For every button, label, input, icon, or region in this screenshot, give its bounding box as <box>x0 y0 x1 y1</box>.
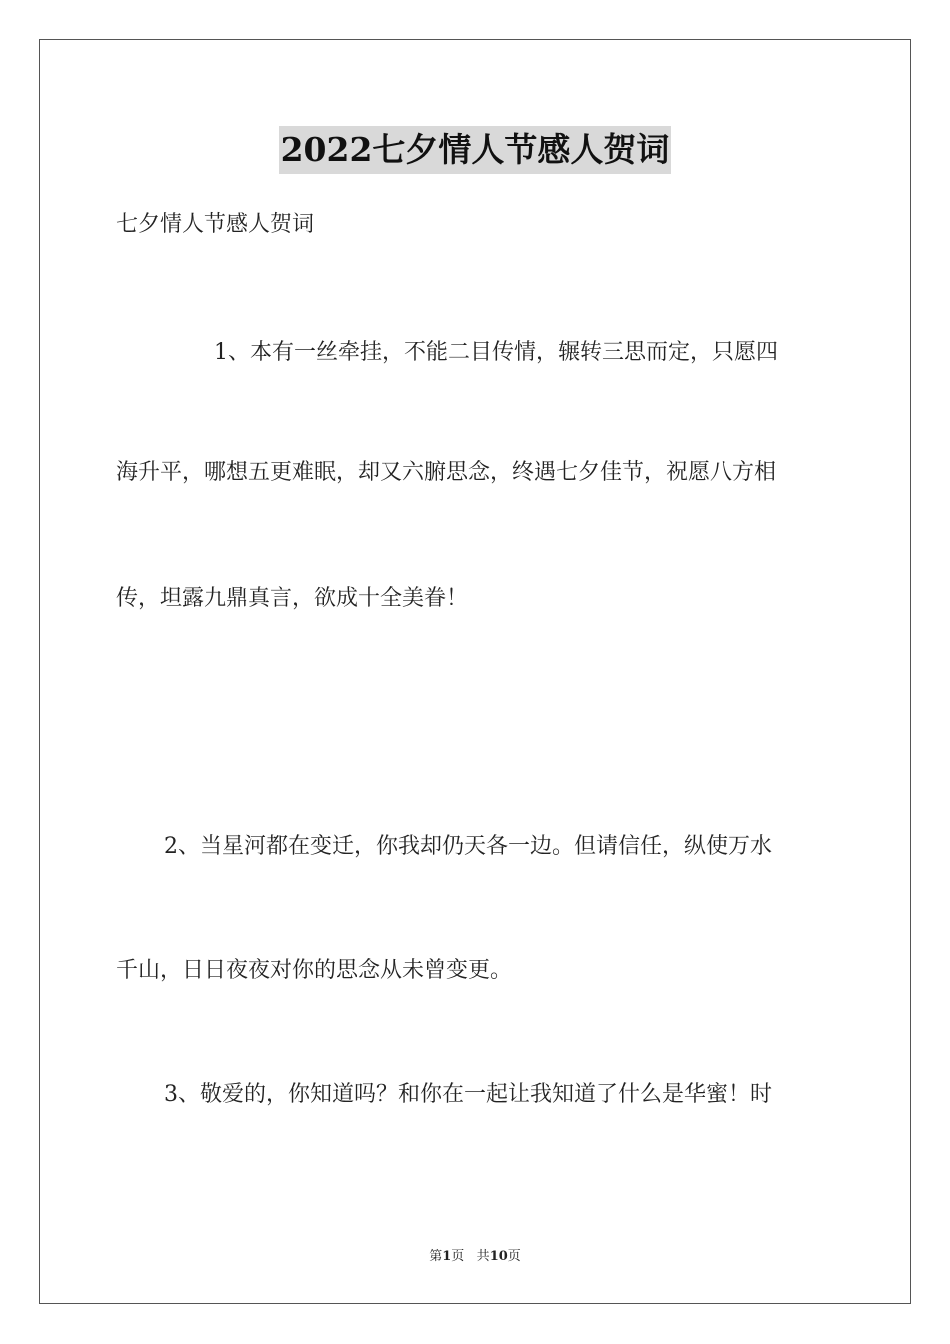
paragraph-line-5: 千山，日日夜夜对你的思念从未曾变更。 <box>116 958 513 983</box>
footer-page-number: 1 <box>442 1249 452 1264</box>
paragraph-line-3: 传，坦露九鼎真言，欲成十全美眷！ <box>116 586 469 611</box>
footer-total-suffix: 页 <box>507 1249 521 1264</box>
paragraph-line-2: 海升平，哪想五更难眠，却又六腑思念，终遇七夕佳节，祝愿八方相 <box>116 460 777 485</box>
paragraph-line-1: 1、本有一丝牵挂，不能二目传情，辗转三思而定，只愿四 <box>214 340 778 365</box>
title-container <box>0 126 950 174</box>
document-subtitle: 七夕情人节感人贺词 <box>116 212 315 237</box>
paragraph-line-6: 3、敬爱的，你知道吗？和你在一起让我知道了什么是华蜜！时 <box>164 1082 772 1107</box>
footer-page-suffix: 页 <box>451 1249 465 1264</box>
footer-page-prefix: 第 <box>429 1249 443 1264</box>
page-footer <box>0 1245 950 1264</box>
footer-total-prefix: 共 <box>476 1249 490 1264</box>
paragraph-line-4: 2、当星河都在变迁，你我却仍天各一边。但请信任，纵使万水 <box>164 834 772 859</box>
footer-total-pages: 10 <box>489 1249 508 1264</box>
document-title: 2022七夕情人节感人贺词 <box>279 126 672 174</box>
